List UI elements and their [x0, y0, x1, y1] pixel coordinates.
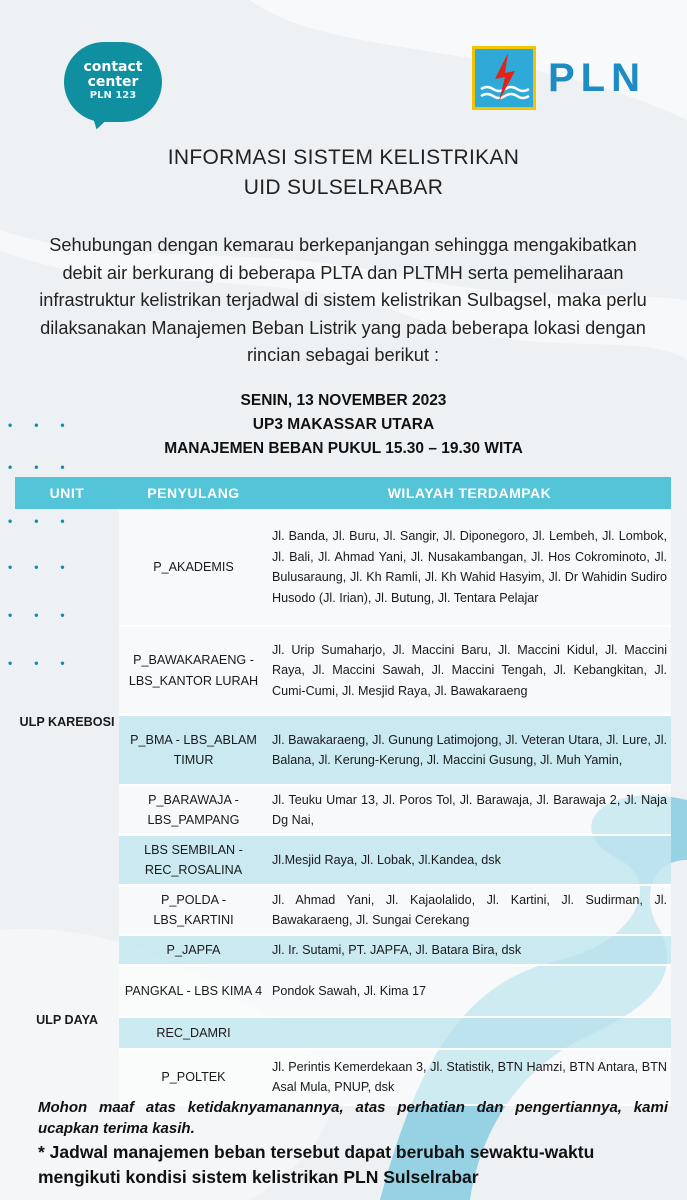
feeder-cell: PANGKAL - LBS KIMA 4 — [119, 965, 268, 1017]
pln-wordmark: PLN — [548, 56, 646, 100]
feeder-cell: REC_DAMRI — [119, 1017, 268, 1049]
schedule-time: MANAJEMEN BEBAN PUKUL 15.30 – 19.30 WITA — [164, 440, 523, 457]
area-cell: Jl. Ir. Sutami, PT. JAPFA, Jl. Batara Bira, dsk — [268, 935, 671, 965]
apology-note: Mohon maaf atas ketidaknyamanannya, atas perhatian dan pengertiannya, kami ucapkan terima kasih. — [38, 1099, 668, 1137]
lightning-icon — [472, 46, 536, 110]
area-cell: Jl. Banda, Jl. Buru, Jl. Sangir, Jl. Diponegoro, Jl. Lembeh, Jl. Lombok, Jl. Bali, Jl. Ahmad Yani, Jl. Nusakambangan, Jl. Hos Cokrominoto, Jl. Bulusaraung, Jl. Kh Ramli, Jl. Kh Wahid Hasyim, Jl. Dr Wahidin Sudiro Husodo (Jl. Irian), Jl. Butung, Jl. Tentara Pelajar — [268, 509, 671, 626]
header-unit: UNIT — [15, 477, 119, 509]
schedule-date: SENIN, 13 NOVEMBER 2023 — [240, 392, 447, 409]
area-cell: Pondok Sawah, Jl. Kima 17 — [268, 965, 671, 1017]
logo-text-contact: contact — [83, 59, 143, 75]
decorative-dots: ••• — [8, 514, 87, 528]
page-subtitle: UID SULSELRABAR — [243, 176, 444, 199]
decorative-dots: ••• — [8, 656, 87, 670]
feeder-cell: P_BARAWAJA - LBS_PAMPANG — [119, 785, 268, 835]
decorative-dots: ••• — [8, 418, 87, 432]
decorative-dots: ••• — [8, 608, 87, 622]
table-row — [15, 509, 671, 626]
feeder-cell: P_BMA - LBS_ABLAM TIMUR — [119, 715, 268, 785]
area-cell: Jl. Teuku Umar 13, Jl. Poros Tol, Jl. Barawaja, Jl. Barawaja 2, Jl. Naja Dg Nai, — [268, 785, 671, 835]
unit-ulp-daya: ULP DAYA — [36, 1012, 98, 1027]
feeder-cell: P_BAWAKARAENG - LBS_KANTOR LURAH — [119, 626, 268, 715]
feeder-cell: P_JAPFA — [119, 935, 268, 965]
page-title: INFORMASI SISTEM KELISTRIKAN — [167, 146, 520, 169]
pln-logo — [472, 46, 662, 110]
table-header-row — [15, 477, 671, 509]
decorative-dots: ••• — [8, 460, 87, 474]
schedule-unit: UP3 MAKASSAR UTARA — [252, 416, 435, 433]
feeder-cell: P_AKADEMIS — [119, 509, 268, 626]
feeder-cell: P_POLDA - LBS_KARTINI — [119, 885, 268, 935]
logo-text-center: center — [87, 74, 139, 90]
area-cell: Jl. Urip Sumaharjo, Jl. Maccini Baru, Jl. Maccini Kidul, Jl. Maccini Raya, Jl. Maccini Sawah, Jl. Maccini Tengah, Jl. Kebangkitan, Jl. Cumi-Cumi, Jl. Mesjid Raya, Jl. Bawakaraeng — [268, 626, 671, 715]
area-cell: Jl. Bawakaraeng, Jl. Gunung Latimojong, Jl. Veteran Utara, Jl. Lure, Jl. Balana, Jl. Kerung-Kerung, Jl. Maccini Gusung, Jl. Muh Yamin, — [268, 715, 671, 785]
area-cell — [268, 1017, 671, 1049]
schedule-change-note: * Jadwal manajemen beban tersebut dapat berubah sewaktu-waktu mengikuti kondisi sistem kelistrikan PLN Sulselrabar — [38, 1142, 595, 1187]
logo-text-pln123: PLN 123 — [89, 90, 137, 101]
decorative-dots: ••• — [8, 560, 87, 574]
area-cell: Jl.Mesjid Raya, Jl. Lobak, Jl.Kandea, dsk — [268, 835, 671, 885]
unit-ulp-karebosi: ULP KAREBOSI — [19, 714, 115, 729]
header-area: WILAYAH TERDAMPAK — [268, 477, 671, 509]
header-feeder: PENYULANG — [119, 477, 268, 509]
feeder-cell: P_POLTEK — [119, 1049, 268, 1105]
table-row — [15, 935, 671, 965]
contact-center-logo — [64, 42, 162, 132]
feeder-cell: LBS SEMBILAN - REC_ROSALINA — [119, 835, 268, 885]
intro-paragraph: Sehubungan dengan kemarau berkepanjangan sehingga mengakibatkan debit air berkurang di beberapa PLTA dan PLTMH serta pemeliharaan infrastruktur kelistrikan terjadwal di sistem kelistrikan Sulbagsel, maka perlu dilaksanakan Manajemen Beban Listrik yang pada beberapa lokasi dengan rincian sebagai berikut : — [39, 235, 647, 365]
area-cell: Jl. Ahmad Yani, Jl. Kajaolalido, Jl. Kartini, Jl. Sudirman, Jl. Bawakaraeng, Jl. Sungai Cerekang — [268, 885, 671, 935]
area-cell: Jl. Perintis Kemerdekaan 3, Jl. Statistik, BTN Hamzi, BTN Antara, BTN Asal Mula, PNUP, dsk — [268, 1049, 671, 1105]
schedule-table — [15, 477, 671, 1106]
